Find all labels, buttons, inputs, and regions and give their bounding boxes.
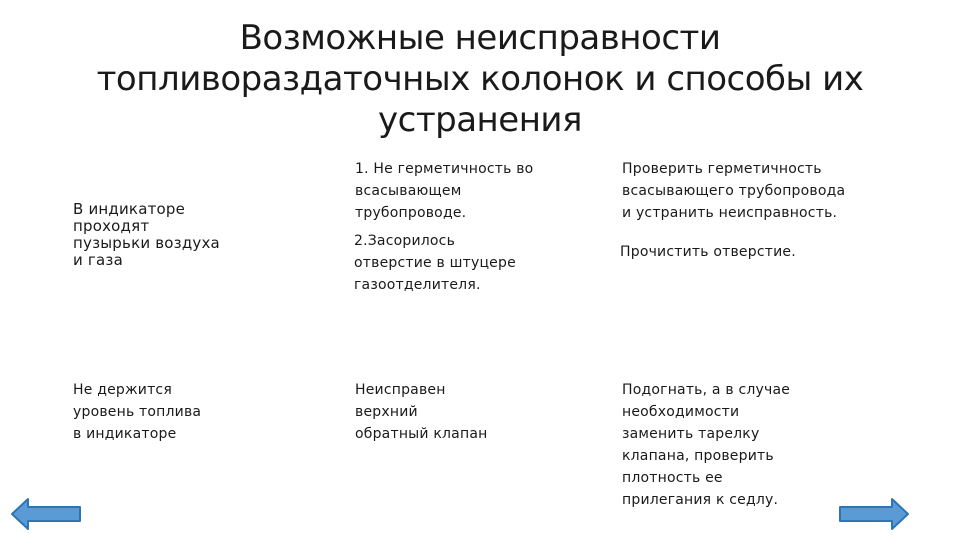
prev-slide-button[interactable]	[10, 496, 82, 532]
remedy-line: всасывающего трубопровода	[622, 183, 846, 199]
cause-line: всасывающем	[355, 183, 462, 199]
cause-line: Неисправен	[355, 382, 446, 398]
cause-line: 1. Не герметичность во	[355, 161, 534, 177]
cause-1-1	[355, 158, 575, 224]
remedy-line: клапана, проверить	[622, 448, 774, 464]
cause-line: верхний	[355, 404, 418, 420]
symptom-line: и газа	[73, 251, 123, 269]
remedy-1-1	[622, 158, 882, 224]
symptom-line: в индикаторе	[73, 426, 177, 442]
remedy-line: прилегания к седлу.	[622, 492, 779, 508]
symptom-line: Не держится	[73, 382, 172, 398]
remedy-line: и устранить неисправность.	[622, 205, 838, 221]
symptom-line: пузырьки воздуха	[73, 234, 220, 252]
cause-line: обратный клапан	[355, 426, 488, 442]
title-line: Возможные неисправности	[239, 18, 721, 58]
remedy-1-2	[620, 241, 880, 263]
right-arrow-icon	[838, 496, 910, 532]
symptom-line: В индикаторе	[73, 200, 186, 218]
title-line: устранения	[378, 100, 582, 140]
cause-2-1	[355, 379, 575, 445]
symptom-line: уровень топлива	[73, 404, 202, 420]
slide-title	[80, 18, 880, 141]
remedy-line: Прочистить отверстие.	[620, 244, 796, 260]
cause-line: 2.Засорилось	[354, 233, 456, 249]
remedy-2-1	[622, 379, 882, 511]
remedy-line: Проверить герметичность	[622, 161, 822, 177]
remedy-line: Подогнать, а в случае	[622, 382, 791, 398]
symptom-line: проходят	[73, 217, 150, 235]
cause-1-2	[354, 230, 574, 296]
next-slide-button[interactable]	[838, 496, 910, 532]
remedy-line: необходимости	[622, 404, 740, 420]
left-arrow-icon	[10, 496, 82, 532]
symptom-1	[73, 201, 253, 269]
title-line: топливораздаточных колонок и способы их	[96, 59, 864, 99]
cause-line: отверстие в штуцере	[354, 255, 516, 271]
cause-line: трубопроводе.	[355, 205, 467, 221]
remedy-line: заменить тарелку	[622, 426, 760, 442]
symptom-2	[73, 379, 273, 445]
remedy-line: плотность ее	[622, 470, 723, 486]
cause-line: газоотделителя.	[354, 277, 481, 293]
